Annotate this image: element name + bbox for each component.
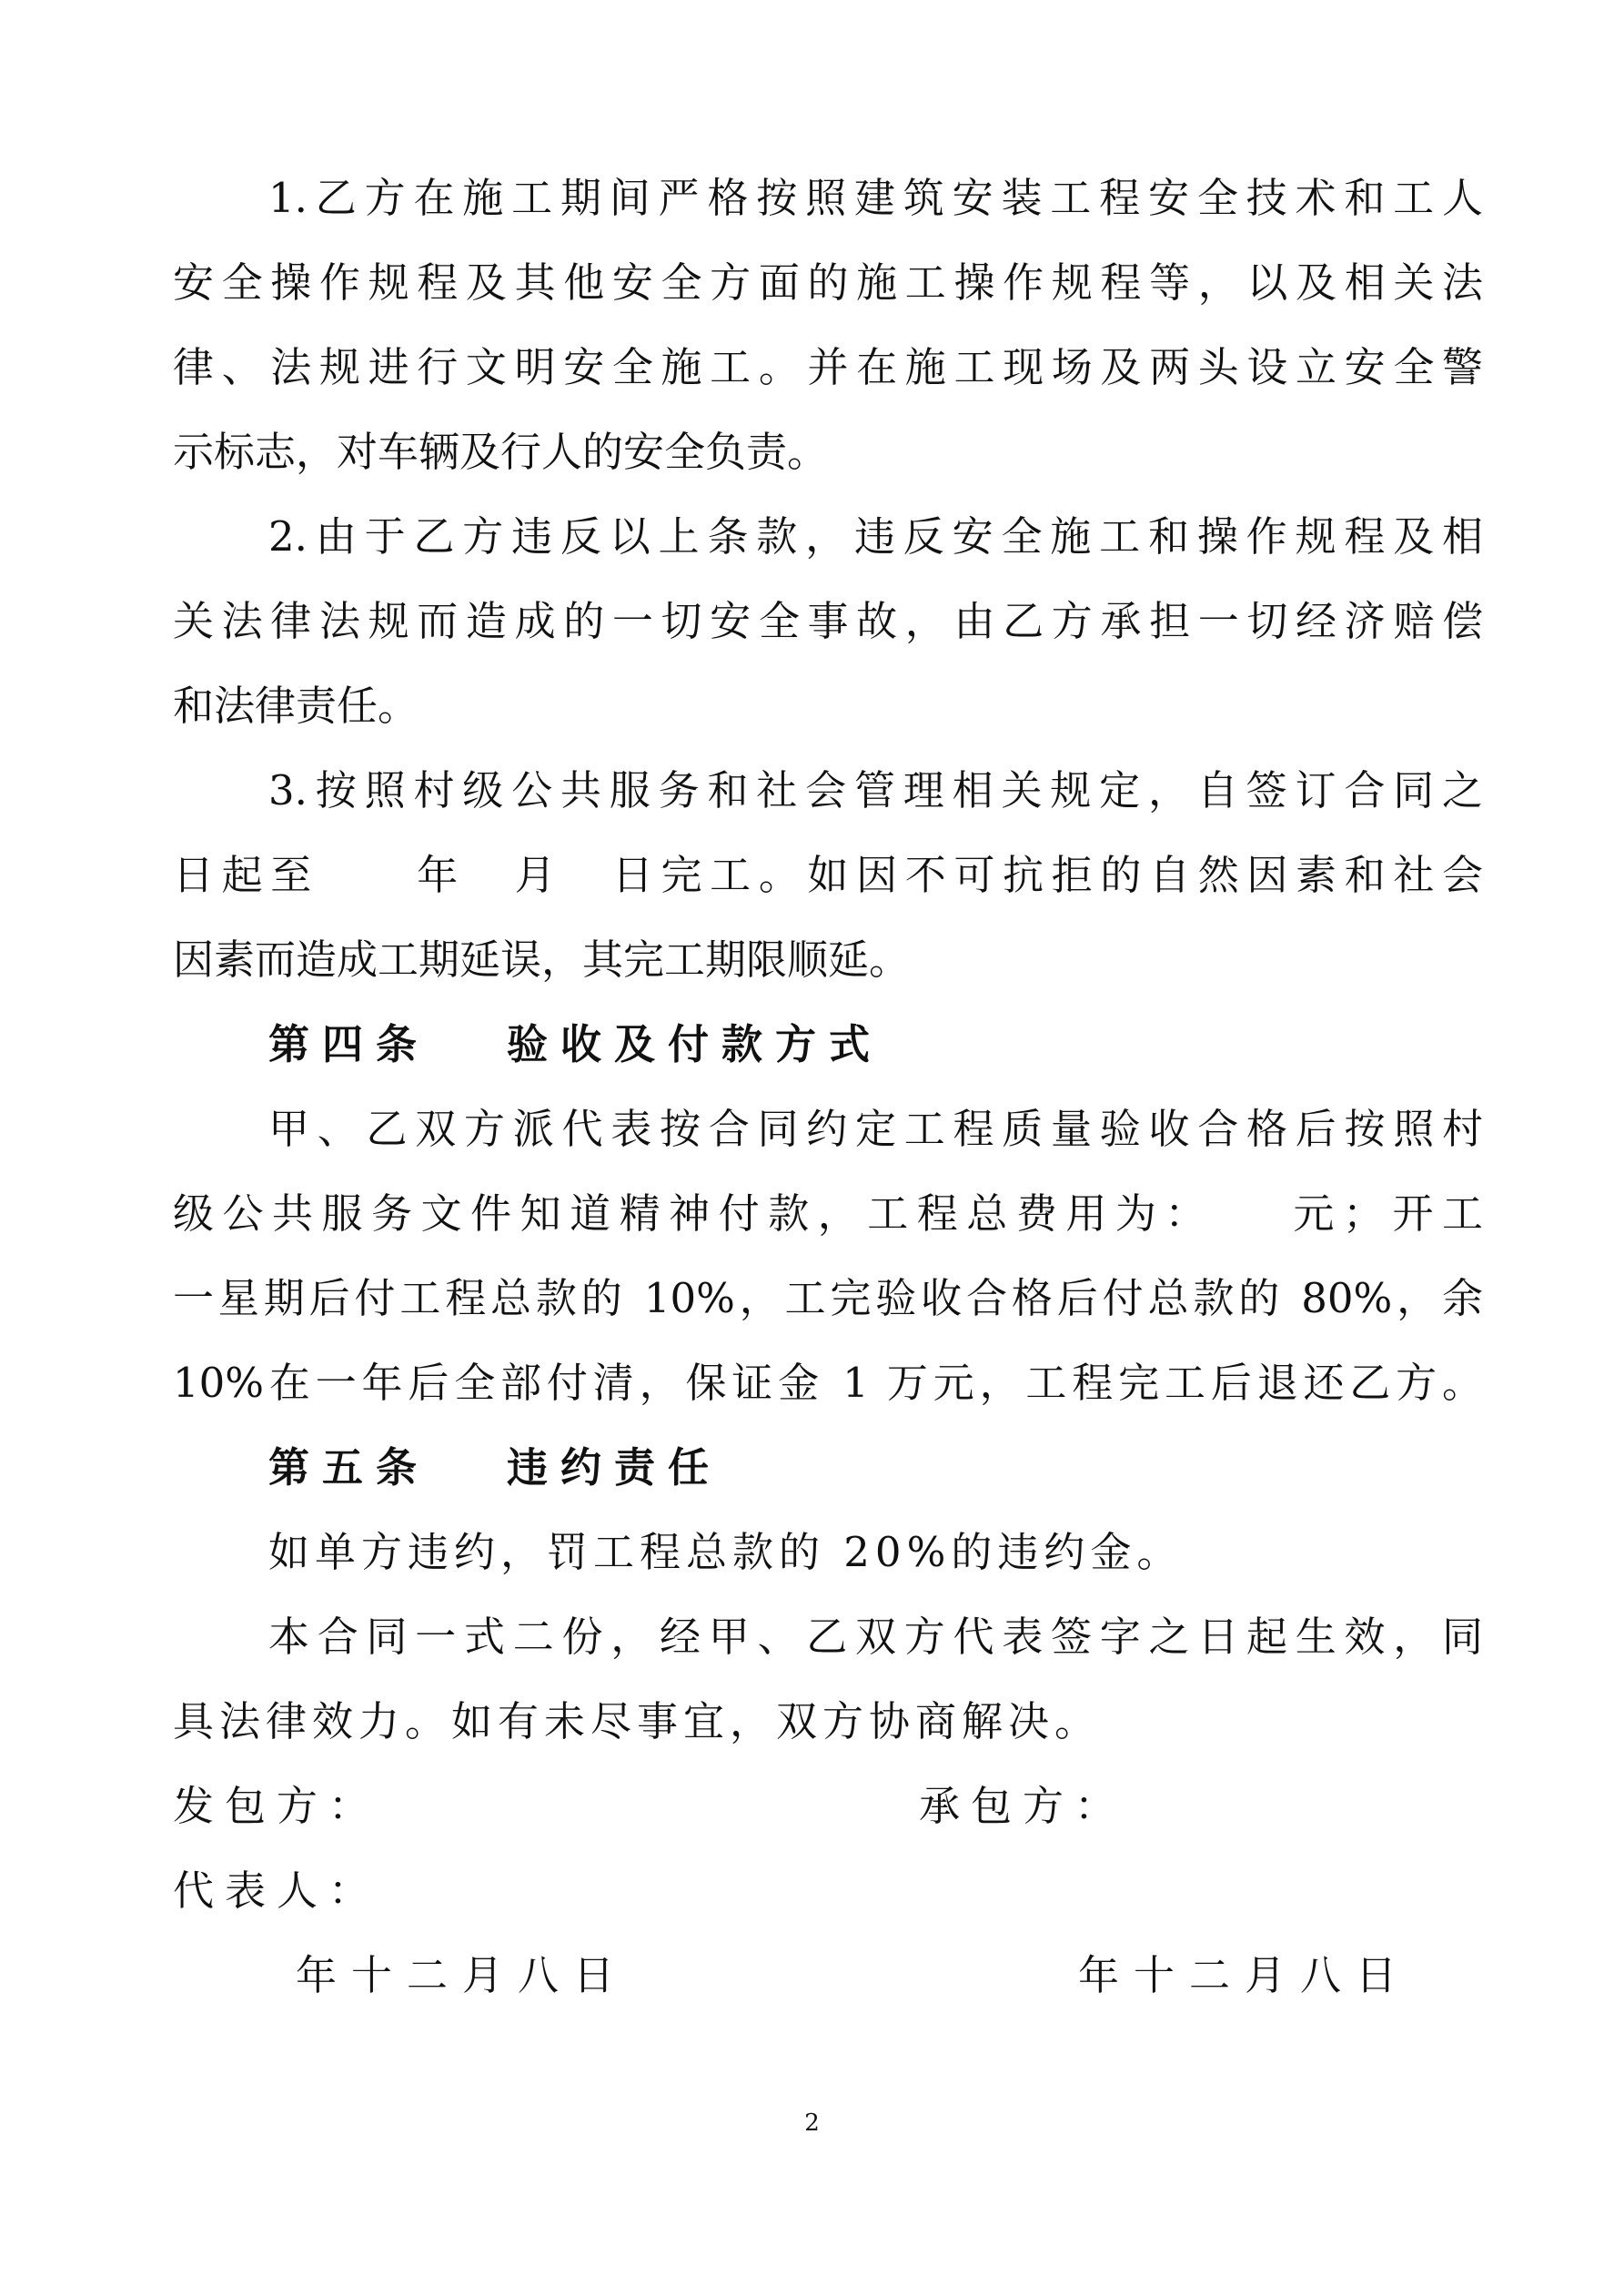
paragraph-line: 本合同一式二份，经甲、乙双方代表签字之日起生效，同 <box>268 1613 1483 1661</box>
paragraph-line: 级公共服务文件知道精神付款，工程总费用为： 元；开工 <box>173 1189 1483 1238</box>
paragraph-line: 3.按照村级公共服务和社会管理相关规定，自签订合同之 <box>268 766 1483 814</box>
representative-label: 代表人： <box>173 1866 381 1915</box>
paragraph-line: 具法律效力。如有未尽事宜，双方协商解决。 <box>173 1697 1102 1745</box>
paragraph-line: 甲、乙双方派代表按合同约定工程质量验收合格后按照村 <box>268 1105 1483 1153</box>
date-left: 年十二月八日 <box>296 1951 630 1999</box>
paragraph-line: 1.乙方在施工期间严格按照建筑安装工程安全技术和工人 <box>268 174 1483 222</box>
party-a-label: 发包方： <box>173 1782 381 1830</box>
paragraph-line: 关法律法规而造成的一切安全事故，由乙方承担一切经济赔偿 <box>173 597 1483 645</box>
article-5-heading <box>268 1441 721 1495</box>
paragraph-line: 因素而造成工期延误，其完工期限顺延。 <box>173 936 911 984</box>
article-title: 违约责任 <box>507 1443 722 1492</box>
paragraph-line: 日起至 年 月 日完工。如因不可抗拒的自然因素和社会 <box>173 851 1483 899</box>
article-title: 验收及付款方式 <box>507 1020 883 1068</box>
paragraph-line: 如单方违约，罚工程总款的 20%的违约金。 <box>268 1528 1184 1576</box>
paragraph-line: 安全操作规程及其他安全方面的施工操作规程等，以及相关法 <box>173 258 1483 307</box>
article-4-heading <box>268 1017 883 1072</box>
article-number: 第四条 <box>268 1020 430 1068</box>
paragraph-line: 示标志，对车辆及行人的安全负责。 <box>173 428 829 476</box>
paragraph-line: 和法律责任。 <box>173 682 419 730</box>
paragraph-line: 律、法规进行文明安全施工。并在施工现场及两头设立安全警 <box>173 343 1483 391</box>
paragraph-line: 一星期后付工程总款的 10%，工完验收合格后付总款的 80%，余 <box>173 1274 1483 1322</box>
party-b-label: 承包方： <box>919 1782 1127 1830</box>
page-number: 2 <box>804 2109 820 2137</box>
date-right: 年十二月八日 <box>1078 1951 1412 1999</box>
paragraph-line: 2.由于乙方违反以上条款，违反安全施工和操作规程及相 <box>268 512 1483 561</box>
paragraph-line: 10%在一年后全部付清，保证金 1 万元，工程完工后退还乙方。 <box>173 1359 1483 1407</box>
article-number: 第五条 <box>268 1443 430 1492</box>
